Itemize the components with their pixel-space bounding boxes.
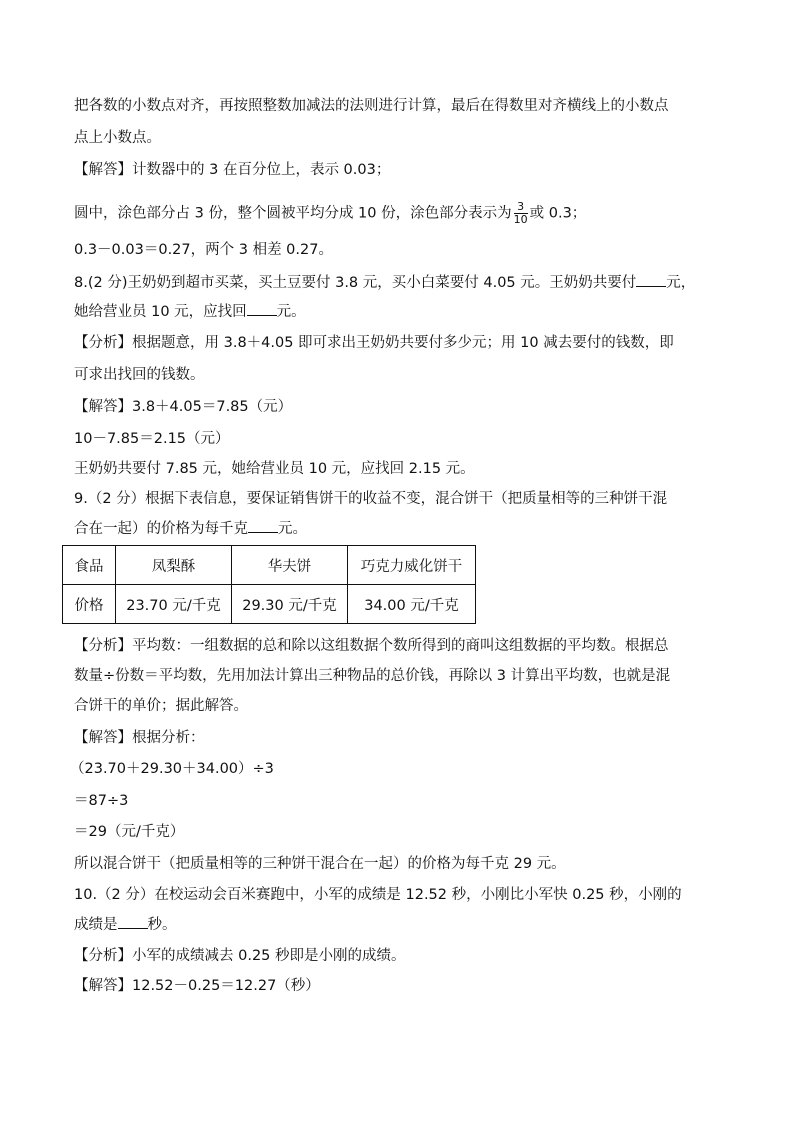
price-table <box>62 545 476 624</box>
text-line: 【解答】3.8＋4.05＝7.85（元） <box>74 399 293 415</box>
table-cell: 华夫饼 <box>232 546 348 585</box>
table-cell: 巧克力威化饼干 <box>348 546 476 585</box>
text-line: 【解答】计数器中的 3 在百分位上，表示 0.03； <box>74 162 391 178</box>
table-cell: 23.70 元/千克 <box>116 585 232 624</box>
text-segment: 成绩是 <box>74 917 118 933</box>
text-line: 把各数的小数点对齐，再按照整数加减法的法则进行计算，最后在得数里对齐横线上的小数点 <box>74 98 669 114</box>
table-row <box>63 546 476 585</box>
text-line: 【解答】12.52－0.25＝12.27（秒） <box>74 978 320 994</box>
table-row <box>63 585 476 624</box>
answer-blank <box>118 914 148 929</box>
question-9-line <box>74 518 307 539</box>
text-line: 王奶奶共要付 7.85 元，她给营业员 10 元，应找回 2.15 元。 <box>74 461 475 477</box>
table-cell: 食品 <box>63 546 116 585</box>
text-line: 可求出找回的钱数。 <box>74 367 205 383</box>
text-segment: 8.(2 分)王奶奶到超市买菜，买土豆要付 3.8 元，买小白菜要付 4.05 元。王奶奶共要付 <box>74 275 637 291</box>
text-line: （23.70＋29.30＋34.00）÷3 <box>70 761 274 777</box>
text-line: 【分析】根据题意，用 3.8＋4.05 即可求出王奶奶共要付多少元；用 10 减去要付的钱数，即 <box>74 335 674 351</box>
text-line: 点上小数点。 <box>74 130 161 146</box>
fraction-numerator: 3 <box>514 201 528 214</box>
text-line: 【分析】平均数：一组数据的总和除以这组数据个数所得到的商叫这组数据的平均数。根据总 <box>74 638 669 654</box>
question-10-line: 10.（2 分）在校运动会百米赛跑中，小军的成绩是 12.52 秒，小刚比小军快 0.25 秒，小刚的 <box>74 887 682 903</box>
table-cell: 价格 <box>63 585 116 624</box>
text-line: ＝29（元/千克） <box>74 824 185 840</box>
answer-blank <box>248 518 278 533</box>
fraction-denominator: 10 <box>513 213 528 226</box>
table-cell: 29.30 元/千克 <box>232 585 348 624</box>
text-line-with-fraction <box>74 201 586 226</box>
text-segment: 她给营业员 10 元，应找回 <box>74 304 247 320</box>
text-line: 【解答】根据分析： <box>74 730 205 746</box>
text-segment: 秒。 <box>147 917 177 933</box>
text-line: 10－7.85＝2.15（元） <box>74 431 230 447</box>
question-8-line <box>74 301 306 322</box>
fraction <box>514 201 528 226</box>
answer-blank <box>636 272 666 287</box>
text-line: 所以混合饼干（把质量相等的三种饼干混合在一起）的价格为每千克 29 元。 <box>74 856 566 872</box>
text-segment: 或 0.3； <box>529 205 587 222</box>
table-cell: 34.00 元/千克 <box>348 585 476 624</box>
table-cell: 凤梨酥 <box>116 546 232 585</box>
question-9-line: 9.（2 分）根据下表信息，要保证销售饼干的收益不变，混合饼干（把质量相等的三种饼干混 <box>74 491 668 507</box>
text-segment: 元， <box>666 275 696 291</box>
text-line: ＝87÷3 <box>74 793 129 809</box>
question-10-line <box>74 914 177 935</box>
question-8-line <box>74 272 695 293</box>
text-segment: 圆中，涂色部分占 3 份，整个圆被平均分成 10 份，涂色部分表示为 <box>74 205 512 222</box>
text-segment: 元。 <box>276 304 306 320</box>
text-line: 0.3－0.03＝0.27，两个 3 相差 0.27。 <box>74 242 333 258</box>
text-line: 合饼干的单价；据此解答。 <box>74 698 248 714</box>
answer-blank <box>247 301 277 316</box>
text-line: 【分析】小军的成绩减去 0.25 秒即是小刚的成绩。 <box>74 948 406 964</box>
text-segment: 合在一起）的价格为每千克 <box>74 521 248 537</box>
text-segment: 元。 <box>278 521 307 537</box>
text-line: 数量÷份数＝平均数，先用加法计算出三种物品的总价钱，再除以 3 计算出平均数，也就是混 <box>74 668 671 684</box>
